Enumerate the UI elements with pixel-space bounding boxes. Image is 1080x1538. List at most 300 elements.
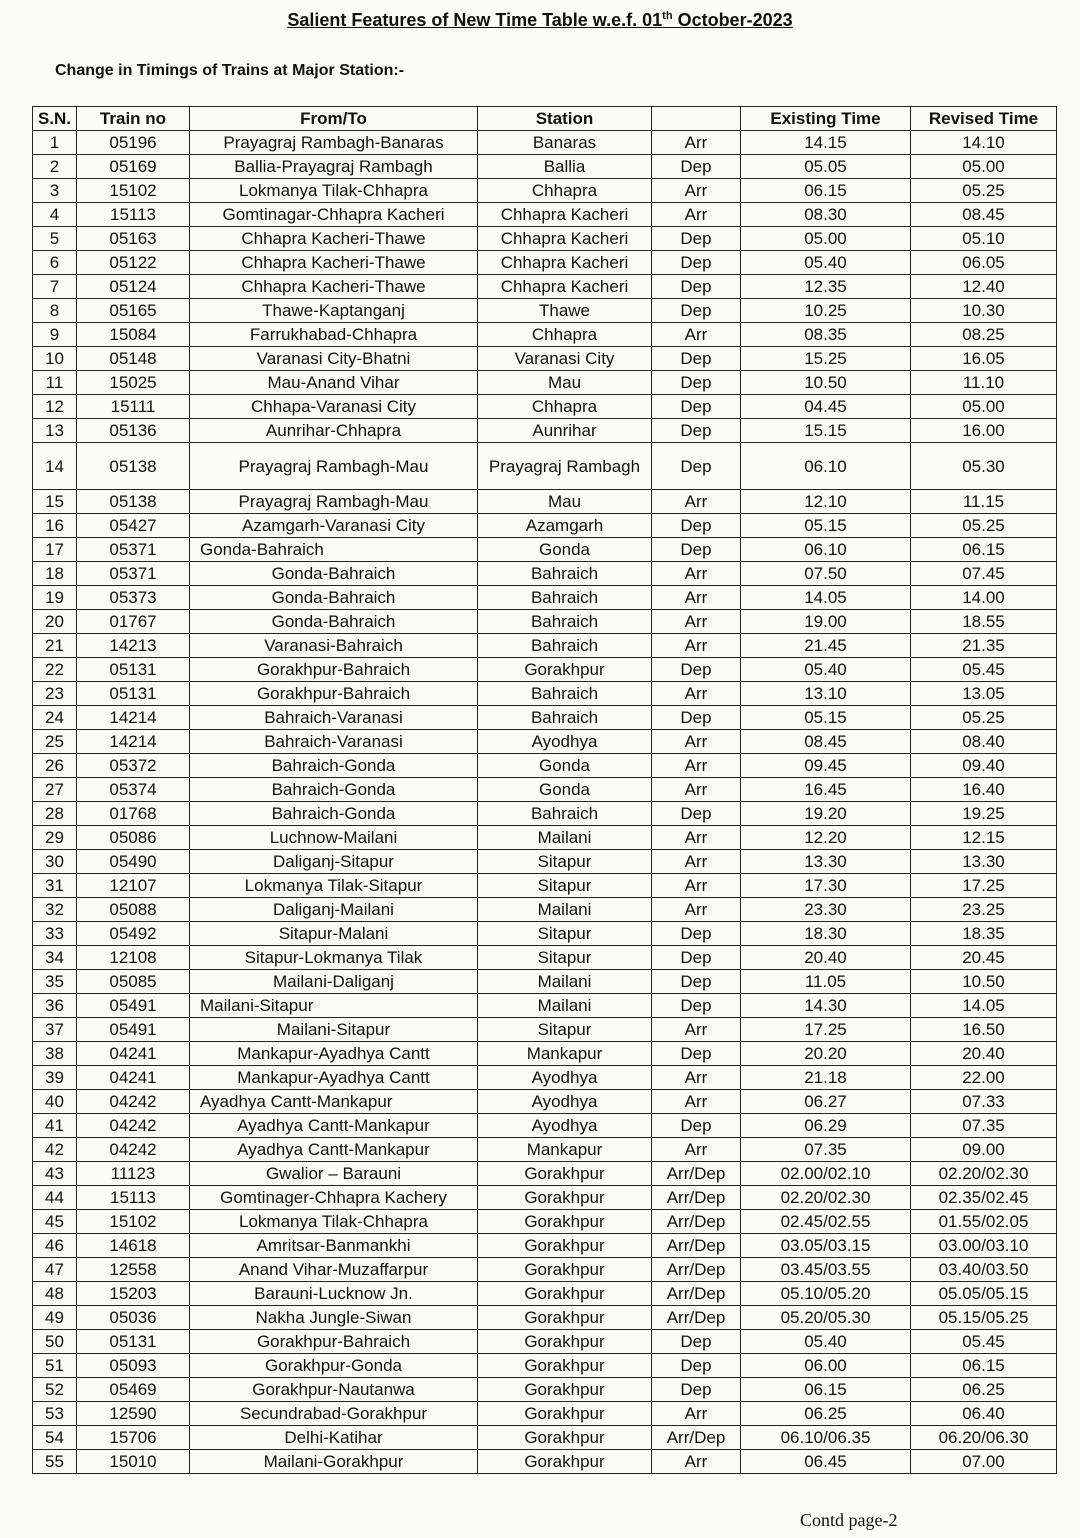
table-row <box>33 1018 1057 1042</box>
cell-station: Chhapra <box>478 395 652 419</box>
cell-arr-dep: Arr <box>652 179 741 203</box>
table-body <box>33 131 1057 1474</box>
cell-revised-time: 02.35/02.45 <box>911 1186 1057 1210</box>
cell-from-to: Thawe-Kaptanganj <box>190 299 478 323</box>
table-row <box>33 994 1057 1018</box>
cell-arr-dep: Dep <box>652 922 741 946</box>
cell-train-no: 04242 <box>77 1090 190 1114</box>
cell-from-to: Gomtinagar-Chhapra Kacheri <box>190 203 478 227</box>
cell-from-to: Bahraich-Gonda <box>190 802 478 826</box>
cell-arr-dep: Arr <box>652 1018 741 1042</box>
cell-arr-dep: Arr <box>652 490 741 514</box>
cell-existing-time: 12.10 <box>741 490 911 514</box>
cell-from-to: Anand Vihar-Muzaffarpur <box>190 1258 478 1282</box>
cell-arr-dep: Arr/Dep <box>652 1186 741 1210</box>
cell-arr-dep: Arr <box>652 682 741 706</box>
cell-train-no: 04241 <box>77 1042 190 1066</box>
cell-train-no: 05490 <box>77 850 190 874</box>
cell-arr-dep: Dep <box>652 395 741 419</box>
cell-station: Banaras <box>478 131 652 155</box>
cell-revised-time: 16.05 <box>911 347 1057 371</box>
title-tail: October-2023 <box>672 10 793 30</box>
cell-train-no: 12590 <box>77 1402 190 1426</box>
cell-arr-dep: Dep <box>652 658 741 682</box>
cell-arr-dep: Dep <box>652 347 741 371</box>
cell-arr-dep: Arr <box>652 203 741 227</box>
cell-station: Gorakhpur <box>478 1378 652 1402</box>
cell-arr-dep: Arr/Dep <box>652 1234 741 1258</box>
cell-arr-dep: Arr <box>652 1402 741 1426</box>
cell-revised-time: 08.40 <box>911 730 1057 754</box>
cell-train-no: 15111 <box>77 395 190 419</box>
table-row <box>33 1042 1057 1066</box>
cell-revised-time: 14.05 <box>911 994 1057 1018</box>
cell-arr-dep: Dep <box>652 1042 741 1066</box>
cell-from-to: Mankapur-Ayadhya Cantt <box>190 1066 478 1090</box>
cell-from-to: Sitapur-Lokmanya Tilak <box>190 946 478 970</box>
cell-sn: 54 <box>33 1426 77 1450</box>
cell-revised-time: 05.05/05.15 <box>911 1282 1057 1306</box>
cell-from-to: Sitapur-Malani <box>190 922 478 946</box>
cell-existing-time: 08.35 <box>741 323 911 347</box>
cell-sn: 41 <box>33 1114 77 1138</box>
cell-revised-time: 11.15 <box>911 490 1057 514</box>
table-row <box>33 1378 1057 1402</box>
cell-existing-time: 06.27 <box>741 1090 911 1114</box>
table-row <box>33 730 1057 754</box>
cell-from-to: Mailani-Gorakhpur <box>190 1450 478 1474</box>
table-row <box>33 1354 1057 1378</box>
cell-existing-time: 08.45 <box>741 730 911 754</box>
cell-train-no: 05131 <box>77 1330 190 1354</box>
cell-arr-dep: Arr <box>652 754 741 778</box>
cell-revised-time: 06.25 <box>911 1378 1057 1402</box>
cell-train-no: 05372 <box>77 754 190 778</box>
cell-station: Bahraich <box>478 706 652 730</box>
cell-existing-time: 15.15 <box>741 419 911 443</box>
table-row <box>33 658 1057 682</box>
cell-sn: 39 <box>33 1066 77 1090</box>
cell-from-to: Bahraich-Varanasi <box>190 706 478 730</box>
cell-existing-time: 06.25 <box>741 1402 911 1426</box>
table-row <box>33 826 1057 850</box>
col-station: Station <box>478 107 652 131</box>
table-row <box>33 1114 1057 1138</box>
cell-train-no: 05373 <box>77 586 190 610</box>
cell-from-to: Azamgarh-Varanasi City <box>190 514 478 538</box>
table-row <box>33 227 1057 251</box>
cell-station: Mankapur <box>478 1042 652 1066</box>
cell-revised-time: 13.30 <box>911 850 1057 874</box>
cell-station: Thawe <box>478 299 652 323</box>
cell-sn: 51 <box>33 1354 77 1378</box>
cell-existing-time: 13.30 <box>741 850 911 874</box>
cell-station: Varanasi City <box>478 347 652 371</box>
cell-sn: 3 <box>33 179 77 203</box>
cell-station: Gorakhpur <box>478 1450 652 1474</box>
table-row <box>33 1186 1057 1210</box>
cell-station: Sitapur <box>478 850 652 874</box>
cell-train-no: 05165 <box>77 299 190 323</box>
cell-sn: 30 <box>33 850 77 874</box>
cell-sn: 2 <box>33 155 77 179</box>
cell-revised-time: 03.00/03.10 <box>911 1234 1057 1258</box>
cell-station: Gonda <box>478 754 652 778</box>
cell-revised-time: 12.15 <box>911 826 1057 850</box>
cell-station: Gorakhpur <box>478 1162 652 1186</box>
cell-revised-time: 08.45 <box>911 203 1057 227</box>
cell-from-to: Gonda-Bahraich <box>190 610 478 634</box>
table-row <box>33 1402 1057 1426</box>
cell-arr-dep: Arr <box>652 634 741 658</box>
cell-station: Bahraich <box>478 682 652 706</box>
cell-from-to: Aunrihar-Chhapra <box>190 419 478 443</box>
cell-train-no: 15102 <box>77 1210 190 1234</box>
cell-station: Sitapur <box>478 1018 652 1042</box>
cell-revised-time: 06.05 <box>911 251 1057 275</box>
cell-arr-dep: Arr <box>652 323 741 347</box>
cell-sn: 8 <box>33 299 77 323</box>
cell-sn: 50 <box>33 1330 77 1354</box>
cell-existing-time: 06.29 <box>741 1114 911 1138</box>
cell-train-no: 05374 <box>77 778 190 802</box>
table-row <box>33 610 1057 634</box>
cell-existing-time: 05.15 <box>741 706 911 730</box>
cell-sn: 24 <box>33 706 77 730</box>
cell-existing-time: 02.20/02.30 <box>741 1186 911 1210</box>
cell-from-to: Gonda-Bahraich <box>190 586 478 610</box>
cell-from-to: Varanasi City-Bhatni <box>190 347 478 371</box>
cell-from-to: Bahraich-Gonda <box>190 754 478 778</box>
cell-sn: 13 <box>33 419 77 443</box>
cell-revised-time: 16.00 <box>911 419 1057 443</box>
table-row <box>33 922 1057 946</box>
cell-existing-time: 23.30 <box>741 898 911 922</box>
cell-existing-time: 05.40 <box>741 1330 911 1354</box>
cell-arr-dep: Dep <box>652 275 741 299</box>
cell-from-to: Chhapra Kacheri-Thawe <box>190 227 478 251</box>
cell-station: Chhapra <box>478 179 652 203</box>
cell-sn: 34 <box>33 946 77 970</box>
cell-sn: 14 <box>33 443 77 490</box>
cell-existing-time: 09.45 <box>741 754 911 778</box>
cell-existing-time: 10.50 <box>741 371 911 395</box>
cell-existing-time: 17.30 <box>741 874 911 898</box>
table-header-row <box>33 107 1057 131</box>
cell-existing-time: 14.15 <box>741 131 911 155</box>
cell-arr-dep: Dep <box>652 538 741 562</box>
cell-arr-dep: Dep <box>652 706 741 730</box>
cell-arr-dep: Arr/Dep <box>652 1282 741 1306</box>
cell-from-to: Gorakhpur-Bahraich <box>190 682 478 706</box>
cell-train-no: 14214 <box>77 706 190 730</box>
cell-train-no: 12108 <box>77 946 190 970</box>
cell-existing-time: 06.00 <box>741 1354 911 1378</box>
cell-from-to: Amritsar-Banmankhi <box>190 1234 478 1258</box>
cell-from-to: Luchnow-Mailani <box>190 826 478 850</box>
table-row <box>33 778 1057 802</box>
cell-from-to: Barauni-Lucknow Jn. <box>190 1282 478 1306</box>
cell-revised-time: 17.25 <box>911 874 1057 898</box>
col-existing-time: Existing Time <box>741 107 911 131</box>
cell-train-no: 14214 <box>77 730 190 754</box>
cell-train-no: 05136 <box>77 419 190 443</box>
table-row <box>33 514 1057 538</box>
cell-station: Mau <box>478 371 652 395</box>
cell-sn: 16 <box>33 514 77 538</box>
cell-existing-time: 05.40 <box>741 251 911 275</box>
cell-sn: 20 <box>33 610 77 634</box>
cell-sn: 42 <box>33 1138 77 1162</box>
cell-revised-time: 07.00 <box>911 1450 1057 1474</box>
cell-station: Gorakhpur <box>478 1210 652 1234</box>
cell-revised-time: 09.40 <box>911 754 1057 778</box>
cell-train-no: 05469 <box>77 1378 190 1402</box>
cell-train-no: 15113 <box>77 203 190 227</box>
cell-from-to: Ayadhya Cantt-Mankapur <box>190 1114 478 1138</box>
cell-sn: 10 <box>33 347 77 371</box>
cell-sn: 44 <box>33 1186 77 1210</box>
cell-revised-time: 05.25 <box>911 179 1057 203</box>
cell-train-no: 11123 <box>77 1162 190 1186</box>
cell-sn: 12 <box>33 395 77 419</box>
cell-existing-time: 06.45 <box>741 1450 911 1474</box>
cell-sn: 18 <box>33 562 77 586</box>
cell-station: Aunrihar <box>478 419 652 443</box>
col-revised-time: Revised Time <box>911 107 1057 131</box>
cell-sn: 45 <box>33 1210 77 1234</box>
cell-sn: 37 <box>33 1018 77 1042</box>
cell-revised-time: 14.00 <box>911 586 1057 610</box>
cell-from-to: Prayagraj Rambagh-Mau <box>190 490 478 514</box>
cell-revised-time: 22.00 <box>911 1066 1057 1090</box>
cell-from-to: Mailani-Sitapur <box>190 994 478 1018</box>
cell-arr-dep: Arr/Dep <box>652 1210 741 1234</box>
cell-revised-time: 09.00 <box>911 1138 1057 1162</box>
cell-arr-dep: Dep <box>652 227 741 251</box>
table-row <box>33 946 1057 970</box>
cell-station: Ayodhya <box>478 1090 652 1114</box>
cell-station: Chhapra Kacheri <box>478 227 652 251</box>
title-sup: th <box>662 10 673 22</box>
cell-revised-time: 05.15/05.25 <box>911 1306 1057 1330</box>
cell-train-no: 15113 <box>77 1186 190 1210</box>
cell-from-to: Prayagraj Rambagh-Banaras <box>190 131 478 155</box>
cell-train-no: 15203 <box>77 1282 190 1306</box>
cell-sn: 15 <box>33 490 77 514</box>
cell-revised-time: 16.50 <box>911 1018 1057 1042</box>
cell-revised-time: 23.25 <box>911 898 1057 922</box>
cell-arr-dep: Arr <box>652 1090 741 1114</box>
table-row <box>33 419 1057 443</box>
cell-train-no: 05491 <box>77 994 190 1018</box>
cell-station: Bahraich <box>478 562 652 586</box>
cell-revised-time: 05.10 <box>911 227 1057 251</box>
table-row <box>33 395 1057 419</box>
table-row <box>33 754 1057 778</box>
cell-from-to: Gorakhpur-Nautanwa <box>190 1378 478 1402</box>
cell-from-to: Lokmanya Tilak-Chhapra <box>190 1210 478 1234</box>
cell-sn: 19 <box>33 586 77 610</box>
cell-train-no: 05491 <box>77 1018 190 1042</box>
cell-train-no: 05148 <box>77 347 190 371</box>
cell-arr-dep: Arr <box>652 610 741 634</box>
cell-from-to: Gonda-Bahraich <box>190 538 478 562</box>
cell-sn: 46 <box>33 1234 77 1258</box>
table-row <box>33 371 1057 395</box>
cell-existing-time: 05.40 <box>741 658 911 682</box>
cell-revised-time: 08.25 <box>911 323 1057 347</box>
cell-sn: 28 <box>33 802 77 826</box>
cell-arr-dep: Dep <box>652 802 741 826</box>
cell-arr-dep: Dep <box>652 514 741 538</box>
cell-existing-time: 21.45 <box>741 634 911 658</box>
cell-train-no: 04241 <box>77 1066 190 1090</box>
table-row <box>33 1210 1057 1234</box>
cell-sn: 26 <box>33 754 77 778</box>
cell-train-no: 15706 <box>77 1426 190 1450</box>
table-row <box>33 1066 1057 1090</box>
cell-from-to: Mankapur-Ayadhya Cantt <box>190 1042 478 1066</box>
col-train-no: Train no <box>77 107 190 131</box>
cell-train-no: 15102 <box>77 179 190 203</box>
table-row <box>33 251 1057 275</box>
cell-station: Gorakhpur <box>478 1354 652 1378</box>
cell-revised-time: 21.35 <box>911 634 1057 658</box>
table-row <box>33 874 1057 898</box>
cell-sn: 48 <box>33 1282 77 1306</box>
cell-from-to: Varanasi-Bahraich <box>190 634 478 658</box>
cell-train-no: 12558 <box>77 1258 190 1282</box>
cell-sn: 43 <box>33 1162 77 1186</box>
cell-station: Bahraich <box>478 802 652 826</box>
cell-revised-time: 10.50 <box>911 970 1057 994</box>
cell-revised-time: 06.15 <box>911 1354 1057 1378</box>
cell-revised-time: 05.45 <box>911 658 1057 682</box>
cell-train-no: 14213 <box>77 634 190 658</box>
cell-arr-dep: Arr <box>652 850 741 874</box>
cell-from-to: Gorakhpur-Gonda <box>190 1354 478 1378</box>
cell-train-no: 04242 <box>77 1114 190 1138</box>
table-row <box>33 1330 1057 1354</box>
cell-arr-dep: Dep <box>652 155 741 179</box>
cell-train-no: 15025 <box>77 371 190 395</box>
cell-revised-time: 01.55/02.05 <box>911 1210 1057 1234</box>
cell-existing-time: 04.45 <box>741 395 911 419</box>
cell-existing-time: 21.18 <box>741 1066 911 1090</box>
cell-existing-time: 12.20 <box>741 826 911 850</box>
table-row <box>33 131 1057 155</box>
cell-train-no: 01767 <box>77 610 190 634</box>
cell-existing-time: 03.05/03.15 <box>741 1234 911 1258</box>
cell-sn: 22 <box>33 658 77 682</box>
cell-sn: 33 <box>33 922 77 946</box>
cell-station: Ayodhya <box>478 1066 652 1090</box>
cell-existing-time: 02.00/02.10 <box>741 1162 911 1186</box>
cell-revised-time: 19.25 <box>911 802 1057 826</box>
cell-arr-dep: Dep <box>652 970 741 994</box>
cell-train-no: 05131 <box>77 658 190 682</box>
cell-arr-dep: Dep <box>652 946 741 970</box>
cell-station: Mau <box>478 490 652 514</box>
cell-revised-time: 16.40 <box>911 778 1057 802</box>
cell-station: Gorakhpur <box>478 1330 652 1354</box>
cell-existing-time: 07.50 <box>741 562 911 586</box>
cell-arr-dep: Arr <box>652 874 741 898</box>
cell-train-no: 05427 <box>77 514 190 538</box>
cell-revised-time: 14.10 <box>911 131 1057 155</box>
cell-existing-time: 07.35 <box>741 1138 911 1162</box>
cell-arr-dep: Arr <box>652 826 741 850</box>
continued-note: Contd page-2 <box>800 1510 898 1530</box>
cell-from-to: Bahraich-Gonda <box>190 778 478 802</box>
cell-train-no: 05492 <box>77 922 190 946</box>
title-main: Salient Features of New Time Table w.e.f. 01 <box>287 10 663 30</box>
table-row <box>33 682 1057 706</box>
cell-station: Gorakhpur <box>478 1306 652 1330</box>
cell-existing-time: 02.45/02.55 <box>741 1210 911 1234</box>
table-row <box>33 1426 1057 1450</box>
cell-revised-time: 07.35 <box>911 1114 1057 1138</box>
cell-station: Gorakhpur <box>478 658 652 682</box>
cell-revised-time: 05.30 <box>911 443 1057 490</box>
cell-from-to: Farrukhabad-Chhapra <box>190 323 478 347</box>
cell-sn: 21 <box>33 634 77 658</box>
cell-from-to: Gorakhpur-Bahraich <box>190 1330 478 1354</box>
table-row <box>33 1450 1057 1474</box>
cell-existing-time: 06.10/06.35 <box>741 1426 911 1450</box>
cell-from-to: Delhi-Katihar <box>190 1426 478 1450</box>
page-title <box>0 10 1080 31</box>
cell-arr-dep: Dep <box>652 299 741 323</box>
cell-from-to: Lokmanya Tilak-Chhapra <box>190 179 478 203</box>
col-arr-dep <box>652 107 741 131</box>
cell-station: Ballia <box>478 155 652 179</box>
cell-arr-dep: Arr <box>652 562 741 586</box>
cell-existing-time: 06.15 <box>741 179 911 203</box>
cell-station: Mailani <box>478 994 652 1018</box>
cell-existing-time: 12.35 <box>741 275 911 299</box>
cell-train-no: 05086 <box>77 826 190 850</box>
cell-station: Chhapra <box>478 323 652 347</box>
cell-sn: 35 <box>33 970 77 994</box>
cell-existing-time: 13.10 <box>741 682 911 706</box>
cell-existing-time: 08.30 <box>741 203 911 227</box>
cell-sn: 7 <box>33 275 77 299</box>
cell-sn: 47 <box>33 1258 77 1282</box>
cell-station: Sitapur <box>478 922 652 946</box>
cell-revised-time: 07.33 <box>911 1090 1057 1114</box>
cell-station: Bahraich <box>478 610 652 634</box>
cell-from-to: Ayadhya Cantt-Mankapur <box>190 1138 478 1162</box>
cell-revised-time: 06.20/06.30 <box>911 1426 1057 1450</box>
cell-revised-time: 18.35 <box>911 922 1057 946</box>
cell-revised-time: 06.40 <box>911 1402 1057 1426</box>
cell-from-to: Nakha Jungle-Siwan <box>190 1306 478 1330</box>
cell-existing-time: 05.10/05.20 <box>741 1282 911 1306</box>
cell-station: Chhapra Kacheri <box>478 203 652 227</box>
cell-sn: 29 <box>33 826 77 850</box>
cell-existing-time: 06.15 <box>741 1378 911 1402</box>
cell-station: Gorakhpur <box>478 1282 652 1306</box>
cell-arr-dep: Arr <box>652 730 741 754</box>
cell-existing-time: 05.15 <box>741 514 911 538</box>
cell-revised-time: 10.30 <box>911 299 1057 323</box>
cell-arr-dep: Arr/Dep <box>652 1306 741 1330</box>
table-row <box>33 1138 1057 1162</box>
cell-station: Chhapra Kacheri <box>478 251 652 275</box>
cell-arr-dep: Arr <box>652 131 741 155</box>
